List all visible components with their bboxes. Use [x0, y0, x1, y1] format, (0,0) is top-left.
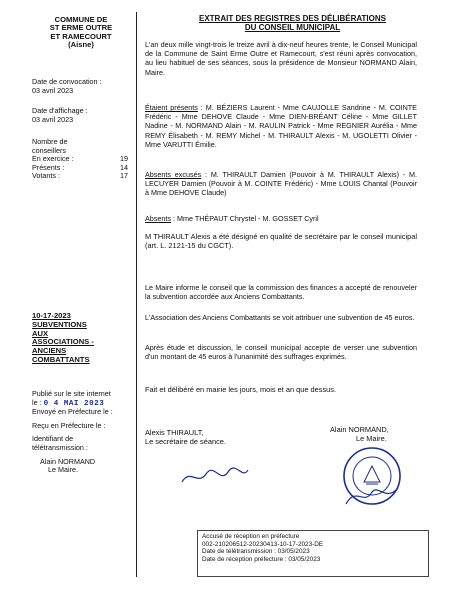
- closing-statement: Fait et délibéré en mairie les jours, mois et an que dessus.: [145, 385, 337, 394]
- motion-paragraph: Après étude et discussion, le conseil municipal accepte de verser une subvention d'un montant de 45 euros à l'unanimité des suffrages exprimés.: [145, 343, 417, 362]
- secretary-paragraph: M THIRAULT Alexis a été désigné en qualité de secrétaire par le conseil municipal (art. L. 2121-15 du CGCT).: [145, 232, 417, 251]
- receipt-line: Accusé de réception en préfecture: [202, 533, 300, 540]
- conseillers-label: Nombre de: [32, 137, 68, 146]
- absents-paragraph: [145, 214, 417, 223]
- count-row: [32, 172, 132, 181]
- conseillers-label: conseillers: [32, 145, 66, 155]
- title-line: EXTRAIT DES REGISTRES DES DÉLIBÉRATIONS: [199, 14, 386, 23]
- excuses-paragraph: [145, 170, 417, 198]
- commune-line: (Aisne): [68, 40, 94, 50]
- count-value: 19: [120, 154, 128, 164]
- receipt-line: Date de télétransmission : 03/05/2023: [202, 548, 310, 556]
- envoye-label: Envoyé en Préfecture le :: [32, 407, 113, 417]
- maire-title: Le Maire.: [356, 434, 387, 444]
- presents-list: : M. BÉZIERS Laurent - Mme CAUJOLLE Sandrine - M. COINTE Frédéric - Mme DEHOVE Claude - Mme DIEN-BRÉANT Céline - Mme GILLET Nadine - M. NORMAND Alain - M. RAULIN Patrick - Mme REGNIER Aurélia - Mme REMY Élisabeth - M. REMY Michel - M. THIRAULT Alexis - M. UGOLETTI Olivier - Mme VARUTTI Émilie.: [145, 103, 417, 149]
- deliberation-number: 10-17-2023: [32, 311, 71, 320]
- convocation-date: 03 avril 2023: [32, 85, 74, 95]
- maire-title-left: Le Maire.: [48, 465, 78, 475]
- excuses-list: : M. THIRAULT Damien (Pouvoir à M. THIRAULT Alexis) - M. LECUYER Damien (Pouvoir à M. COINTE Frédéric) - Mme LOUIS Chantal (Pouvoir à Mme DEHOVE Claude): [145, 170, 417, 198]
- conseillers-counts: [32, 138, 132, 181]
- count-value: 14: [120, 162, 128, 172]
- prefecture-receipt-box: [197, 530, 429, 577]
- excuses-label: Absents excusés: [145, 170, 202, 179]
- intro-paragraph: L'an deux mille vingt-trois le treize avril à dix-neuf heures trente, le Conseil Municipal de la Commune de Saint Erme Outre et Ramecourt, s'est réuni après convocation, au lieu habituel de ses séances, sous la présidence de Monsieur NORMAND Alain, Maire.: [145, 40, 417, 77]
- secretary-signature: [180, 464, 250, 489]
- receipt-line: Date de réception préfecture : 03/05/2023: [202, 555, 321, 563]
- secretary-name: Alexis THIRAULT,: [145, 428, 204, 437]
- publication-block: [32, 390, 132, 475]
- publie-le: le :: [32, 397, 42, 407]
- count-label: Votants :: [32, 171, 60, 181]
- identifiant-label: télétransmission :: [32, 442, 88, 452]
- commune-line: ST ERME OUTRE: [49, 23, 113, 33]
- secretary-title: Le secrétaire de séance.: [145, 437, 226, 447]
- column-divider: [136, 12, 137, 577]
- convocation-block: [32, 78, 132, 95]
- affichage-date: 03 avril 2023: [32, 114, 74, 124]
- title-line: DU CONSEIL MUNICIPAL: [244, 23, 341, 33]
- deliberation-subject: [32, 312, 132, 365]
- count-label: Présents :: [32, 162, 65, 172]
- subject-line: ASSOCIATIONS -: [32, 337, 94, 347]
- secretary-signature-block: [145, 428, 285, 446]
- absents-list: : Mme THÉPAUT Chrystel - M. GOSSET Cyril: [170, 214, 319, 223]
- motion-paragraph: L'Association des Anciens Combattants se voit attribuer une subvention de 45 euros.: [145, 313, 415, 322]
- identifiant-label: Identifiant de: [32, 434, 74, 444]
- maire-signature: [342, 484, 402, 509]
- commune-line: COMMUNE DE: [54, 15, 108, 24]
- maire-name-left: Alain NORMAND: [40, 456, 96, 466]
- subject-line: ANCIENS: [32, 346, 67, 356]
- motion-paragraph: Le Maire informe le conseil que la commission des finances a accepté de renouveler la subvention accordée aux Anciens Combattants.: [145, 283, 417, 302]
- commune-line: ET RAMECOURT: [50, 31, 112, 41]
- affichage-label: Date d'affichage :: [32, 106, 88, 115]
- recu-label: Reçu en Préfecture le :: [32, 420, 106, 430]
- publie-label: Publié sur le site internet: [32, 389, 111, 398]
- presents-label: Étaient présents: [145, 103, 198, 112]
- commune-header: [36, 16, 126, 50]
- count-label: En exercice :: [32, 154, 74, 164]
- subject-line: SUBVENTIONS: [32, 319, 87, 329]
- publication-stamp-date: 0 4 MAI 2023: [43, 399, 105, 408]
- maire-signature-block: [330, 425, 430, 443]
- document-title: [145, 14, 440, 33]
- subject-line: COMBATTANTS: [32, 354, 90, 364]
- presents-paragraph: [145, 103, 417, 149]
- count-value: 17: [120, 171, 128, 181]
- absents-label: Absents: [145, 214, 171, 223]
- subject-line: AUX: [32, 328, 49, 338]
- affichage-block: [32, 107, 132, 124]
- maire-name: Alain NORMAND,: [330, 425, 389, 434]
- convocation-label: Date de convocation :: [32, 77, 102, 86]
- receipt-line: 002-210206512-20230413-10-17-2023-DE: [202, 540, 324, 548]
